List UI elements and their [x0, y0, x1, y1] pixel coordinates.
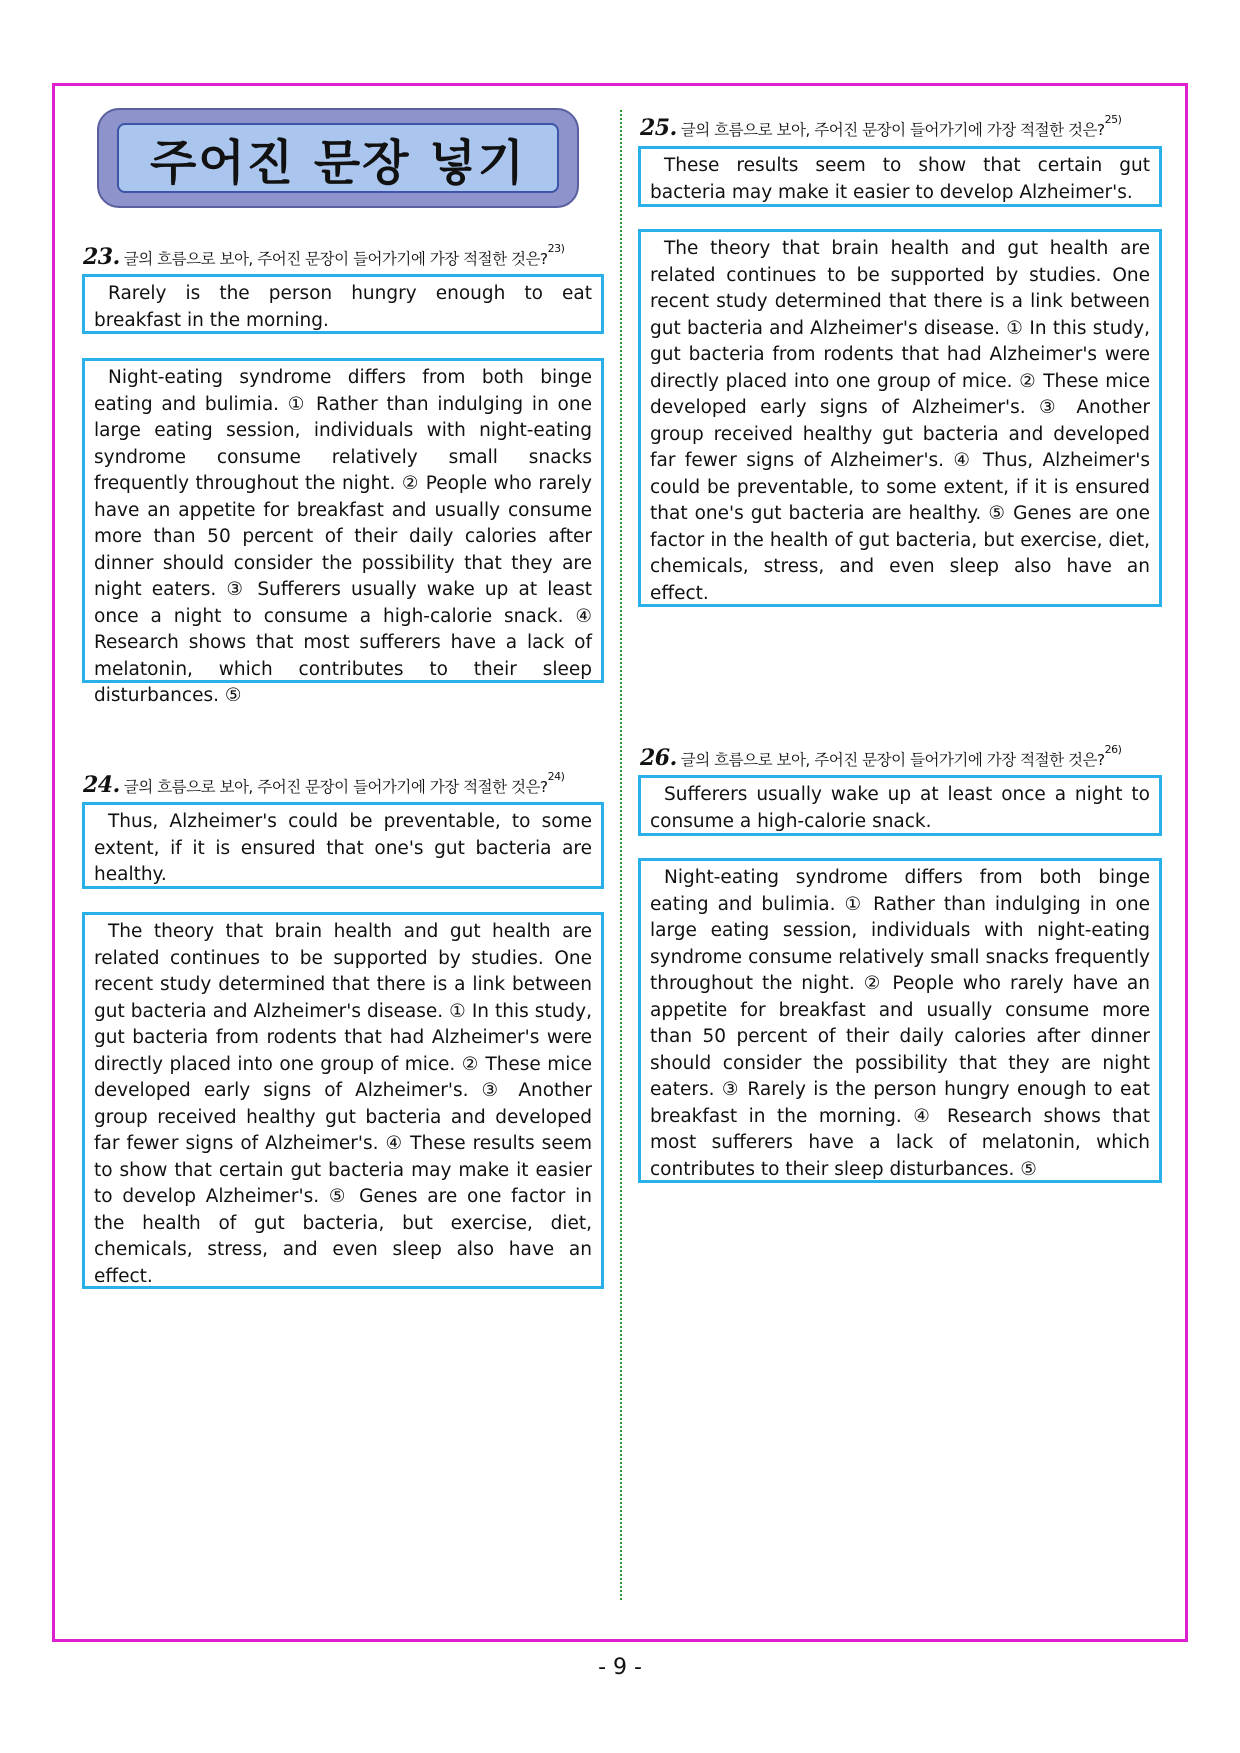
question-23-instruction: 글의 흐름으로 보아, 주어진 문장이 들어가기에 가장 적절한 것은?	[123, 250, 548, 268]
question-23-passage: Night-eating syndrome differs from both binge eating and bulimia. ① Rather than indulging in one large eating session, individuals with night-eating syndrome consume relatively small snacks frequently throughout the night. ② People who rarely have an appetite for breakfast and usually consume more than 50 percent of their daily calories after dinner should consider the possibility that they are night eaters. ③ Sufferers usually wake up at least once a night to consume a high-calorie snack. ④ Research shows that most sufferers have a lack of melatonin, which contributes to their sleep disturbances. ⑤	[94, 367, 592, 706]
question-24-number: 24.	[83, 772, 120, 798]
question-25-given-sentence: These results seem to show that certain gut bacteria may make it easier to develop Alzheimer's.	[650, 155, 1150, 203]
question-25-header	[640, 115, 1121, 141]
question-25-passage-box	[638, 229, 1162, 607]
question-23-footnote: 23)	[547, 242, 565, 255]
page-number: - 9 -	[598, 1655, 642, 1680]
question-25-number: 25.	[640, 115, 677, 141]
question-26-passage-box	[638, 858, 1162, 1183]
question-24-passage: The theory that brain health and gut health are related continues to be supported by studies. One recent study determined that there is a link between gut bacteria and Alzheimer's disease. ① In this study, gut bacteria from rodents that had Alzheimer's were directly placed into one group of mice. ② These mice developed early signs of Alzheimer's. ③ Another group received healthy gut bacteria and developed far fewer signs of Alzheimer's. ④ These results seem to show that certain gut bacteria may make it easier to develop Alzheimer's. ⑤ Genes are one factor in the health of gut bacteria, but exercise, diet, chemicals, stress, and even sleep also have an effect.	[94, 921, 592, 1287]
question-23-given-sentence: Rarely is the person hungry enough to eat breakfast in the morning.	[94, 283, 592, 331]
question-24-passage-box	[82, 912, 604, 1289]
question-26-header	[640, 745, 1121, 771]
question-23-number: 23.	[83, 244, 120, 270]
question-24-given-sentence: Thus, Alzheimer's could be preventable, to some extent, if it is ensured that one's gut bacteria are healthy.	[94, 811, 592, 885]
question-24-given-box	[82, 802, 604, 889]
section-title-badge	[97, 108, 579, 208]
question-24-instruction: 글의 흐름으로 보아, 주어진 문장이 들어가기에 가장 적절한 것은?	[123, 778, 548, 796]
question-24-footnote: 24)	[547, 770, 565, 783]
column-divider	[620, 110, 622, 1600]
section-title: 주어진 문장 넣기	[150, 134, 526, 191]
question-26-given-box	[638, 775, 1162, 836]
question-25-instruction: 글의 흐름으로 보아, 주어진 문장이 들어가기에 가장 적절한 것은?	[680, 121, 1105, 139]
question-26-instruction: 글의 흐름으로 보아, 주어진 문장이 들어가기에 가장 적절한 것은?	[680, 751, 1105, 769]
question-26-footnote: 26)	[1104, 743, 1122, 756]
question-26-passage: Night-eating syndrome differs from both binge eating and bulimia. ① Rather than indulging in one large eating session, individuals with night-eating syndrome consume relatively small snacks frequently throughout the night. ② People who rarely have an appetite for breakfast and usually consume more than 50 percent of their daily calories after dinner should consider the possibility that they are night eaters. ③ Rarely is the person hungry enough to eat breakfast in the morning. ④ Research shows that most sufferers have a lack of melatonin, which contributes to their sleep disturbances. ⑤	[650, 867, 1150, 1180]
question-23-passage-box	[82, 358, 604, 706]
question-26-number: 26.	[640, 745, 677, 771]
question-25-footnote: 25)	[1104, 113, 1122, 126]
question-23-header	[83, 244, 564, 270]
section-title-inner	[117, 123, 559, 193]
question-26-given-sentence: Sufferers usually wake up at least once a night to consume a high-calorie snack.	[650, 784, 1150, 832]
question-25-passage: The theory that brain health and gut health are related continues to be supported by studies. One recent study determined that there is a link between gut bacteria and Alzheimer's disease. ① In this study, gut bacteria from rodents that had Alzheimer's were directly placed into one group of mice. ② These mice developed early signs of Alzheimer's. ③ Another group received healthy gut bacteria and developed far fewer signs of Alzheimer's. ④ Thus, Alzheimer's could be preventable, to some extent, if it is ensured that one's gut bacteria are healthy. ⑤ Genes are one factor in the health of gut bacteria, but exercise, diet, chemicals, stress, and even sleep also have an effect.	[650, 238, 1150, 604]
question-23-given-box	[82, 274, 604, 334]
question-24-header	[83, 772, 564, 798]
question-25-given-box	[638, 146, 1162, 207]
